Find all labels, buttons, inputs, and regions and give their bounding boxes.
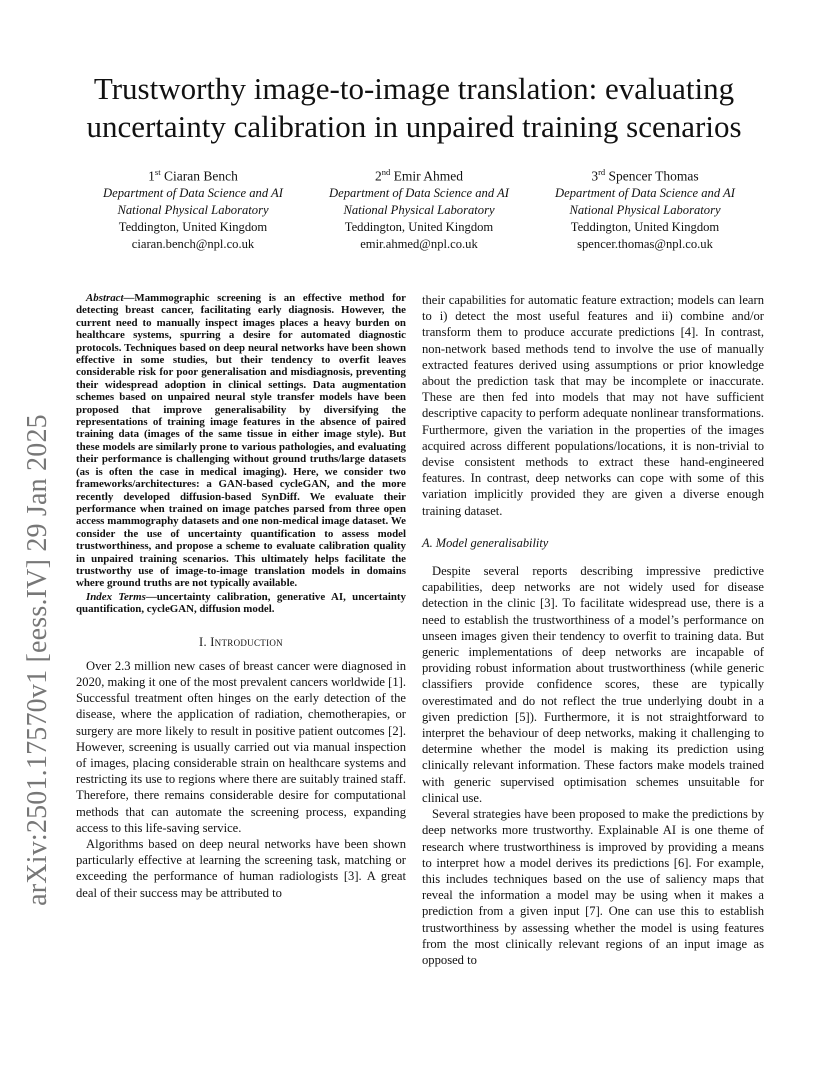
abstract-text: —Mammographic screening is an effective method for detecting breast cancer, facilitating early diagnosis. However, the current need to manually inspect images places a heavy burden on healthcare systems, spurring a desire for automated diagnostic protocols. Techniques based on deep neural networks have been shown effective in some studies, but their tendency to overfit leaves considerable risk for poor generalisation and misdiagnosis, preventing their widespread adoption in clinical settings. Data augmentation schemes based on unpaired neural style transfer models have been proposed that improve generalisability by diversifying the representations of training image features in the absence of paired training data (images of the same tissue in either image style). But these models are similarly prone to various pathologies, and evaluating their performance is challenging without ground truths/large datasets (as is often the case in medical imaging). Here, we consider two frameworks/architectures: a GAN-based cycleGAN, and the more recently developed diffusion-based SynDiff. We evaluate their performance when trained on image patches parsed from three open access mammography datasets and one non-medical image dataset. We consider the use of uncertainty quantification to assess model trustworthiness, and propose a scheme to evaluate calibration quality in unpaired training scenarios. This ultimately helps facilitate the trustworthy use of image-to-image translation models in domains where ground truths are not typically available. (76, 292, 406, 590)
arxiv-identifier-stamp: arXiv:2501.17570v1 [eess.IV] 29 Jan 2025 (22, 414, 53, 906)
generalisability-paragraph-1: Despite several reports describing impressive predictive capabilities, deep networks are not widely used for disease detection in the clinic [3]. To facilitate widespread use, there is a need to establish the trustworthiness of a model’s performance on unseen images given their tendency to overfit to training data. But generic implementations of deep networks are incapable of providing robust information about trustworthiness (while generic classifiers provide confidence scores, these are typically overestimated and do not reflect the true underlying doubt in a given prediction [5]). Furthermore, it is not straightforward to interpret the behaviour of deep networks, making it challenging to determine whether the model is making its prediction using clinically relevant information. These factors make models trained with generic supervised optimisation schemes unsuitable for clinical use. (422, 564, 764, 805)
author-block (80, 164, 760, 253)
author-3-dept: Department of Data Science and AI (555, 185, 735, 200)
author-1-dept: Department of Data Science and AI (103, 185, 283, 200)
author-2-name: Emir Ahmed (393, 168, 463, 184)
author-2-ordinal: 2 (375, 168, 382, 184)
right-column (422, 292, 764, 968)
continuation-paragraph: their capabilities for automatic feature extraction; models can learn to i) detect the most useful features and ii) combine and/or transform them to produce accurate predictions [4]. In contrast, non-network based methods tend to involve the use of manually extracted features derived using assumptions or prior knowledge about the prediction task that may be incomplete or inaccurate. These are then fed into models that may not have sufficient descriptive capacity to perform adequate nonlinear transformations. Furthermore, given the variation in the properties of the images acquired across different populations/locations, it is non-trivial to devise consistent methods to extract these hand-engineered features. In contrast, deep networks can cope with some of this variation implicitly provided they are given a diverse enough training dataset. (422, 293, 764, 518)
index-terms (76, 591, 406, 616)
author-2-location: Teddington, United Kingdom (344, 219, 494, 234)
author-3-name-line (532, 164, 758, 185)
author-2-dept: Department of Data Science and AI (329, 185, 509, 200)
author-3-email[interactable]: spencer.thomas@npl.co.uk (577, 236, 713, 251)
author-2 (306, 164, 532, 253)
author-3 (532, 164, 758, 253)
author-1-name: Ciaran Bench (163, 168, 238, 184)
author-2-ordinal-suffix: nd (381, 167, 391, 177)
author-1-ordinal-suffix: st (154, 167, 161, 177)
author-3-name: Spencer Thomas (608, 168, 699, 184)
section-title: Introduction (210, 634, 283, 649)
intro-paragraph-1: Over 2.3 million new cases of breast cancer were diagnosed in 2020, making it one of the most prevalent cancers worldwide [1]. Successful treatment often hinges on the early detection of the disease, where the application of radiation, chemotherapies, or surgery are more likely to result in positive patient outcomes [2]. However, screening is usually carried out via manual inspection of images, placing considerable strain on healthcare systems and restricting its use to regions where there are suitably trained staff. Therefore, there remains considerable desire for computational methods that can automate the screening process, expanding access to this life-saving service. (76, 658, 406, 835)
paper-title-line-1: Trustworthy image-to-image translation: evaluating (93, 71, 735, 106)
abstract-label: Abstract (86, 292, 124, 304)
paper-title (60, 70, 768, 146)
author-2-lab: National Physical Laboratory (343, 202, 495, 217)
index-terms-text: —uncertainty calibration, generative AI, uncertainty quantification, cycleGAN, diffusion model. (76, 590, 406, 616)
generalisability-paragraph-2: Several strategies have been proposed to make the predictions by deep networks more trustworthy. Explainable AI is one theme of research where trustworthiness is improved by providing a means to interpret how a model derives its predictions [6]. For example, this includes techniques based on the use of saliency maps that reveal the information a model may be using when it makes a prediction from a given input [7]. One can use this to establish trustworthiness by assessing whether the model is using features from the most clinically relevant regions of an input image as opposed to (422, 807, 764, 967)
author-3-ordinal-suffix: rd (598, 167, 606, 177)
abstract (76, 292, 406, 590)
author-1 (80, 164, 306, 253)
intro-paragraph-2: Algorithms based on deep neural networks have been shown particularly effective at learning the screening task, matching or exceeding the performance of human radiologists [3]. A great deal of their success may be attributed to (76, 837, 406, 900)
author-3-ordinal: 3 (591, 168, 599, 184)
index-terms-label: Index Terms (86, 590, 146, 603)
author-1-email[interactable]: ciaran.bench@npl.co.uk (131, 236, 255, 251)
paper-title-line-2: uncertainty calibration in unpaired training scenarios (86, 109, 742, 144)
author-2-email[interactable]: emir.ahmed@npl.co.uk (360, 236, 478, 251)
author-2-name-line (306, 164, 532, 185)
author-1-name-line (80, 164, 306, 185)
author-1-lab: National Physical Laboratory (117, 202, 269, 217)
subsection-heading-model-generalisability: A. Model generalisability (422, 535, 549, 550)
author-1-ordinal: 1 (148, 168, 155, 184)
section-number: I. (199, 634, 207, 649)
author-1-location: Teddington, United Kingdom (118, 219, 268, 234)
author-3-location: Teddington, United Kingdom (570, 219, 720, 234)
author-3-lab: National Physical Laboratory (569, 202, 721, 217)
section-heading-introduction (76, 634, 406, 650)
left-column (76, 292, 406, 901)
abstract-paragraph (76, 292, 406, 590)
